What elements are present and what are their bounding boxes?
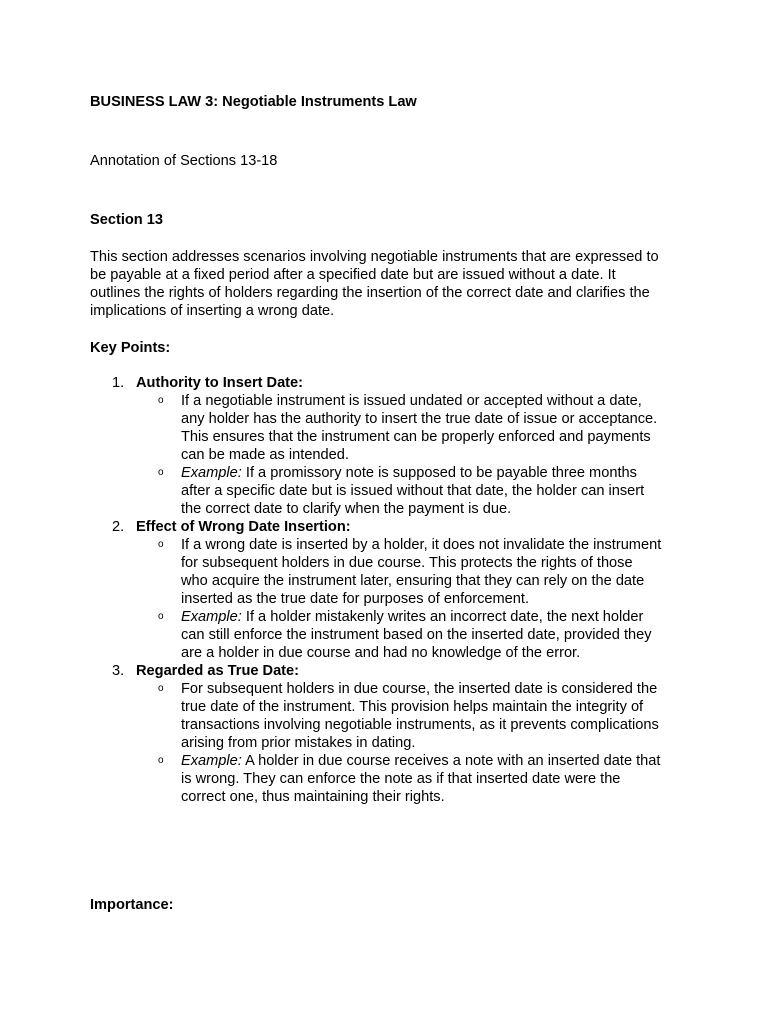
bullet-marker: o bbox=[158, 467, 164, 478]
bullet-marker: o bbox=[158, 395, 164, 406]
bullet-item bbox=[181, 680, 691, 752]
document-title: BUSINESS LAW 3: Negotiable Instruments Law bbox=[90, 94, 417, 110]
bullet-item bbox=[181, 392, 691, 464]
intro-paragraph bbox=[90, 248, 690, 320]
example-label: Example: bbox=[181, 609, 242, 625]
bullet-line: after a specific date but is issued without that date, the holder can insert bbox=[181, 483, 645, 499]
example-bullet-item bbox=[181, 608, 691, 662]
key-points-heading: Key Points: bbox=[90, 340, 171, 356]
bullet-item bbox=[181, 536, 691, 608]
bullet-line: transactions involving negotiable instruments, as it prevents complications bbox=[181, 717, 659, 733]
bullet-line: can be made as intended. bbox=[181, 447, 349, 463]
example-text: If a holder mistakenly writes an incorrect date, the next holder bbox=[241, 609, 644, 625]
point-number: 3. bbox=[112, 663, 125, 679]
point-number: 2. bbox=[112, 519, 125, 535]
bullet-line: correct one, thus maintaining their rights. bbox=[181, 789, 445, 805]
bullet-line bbox=[181, 608, 691, 626]
intro-line: outlines the rights of holders regarding the insertion of the correct date and clarifies the bbox=[90, 285, 650, 301]
bullet-marker: o bbox=[158, 539, 164, 550]
bullet-line: If a wrong date is inserted by a holder, it does not invalidate the instrument bbox=[181, 537, 662, 553]
document-subtitle: Annotation of Sections 13-18 bbox=[90, 153, 278, 169]
bullet-line: are a holder in due course and had no knowledge of the error. bbox=[181, 645, 581, 661]
bullet-line: This ensures that the instrument can be properly enforced and payments bbox=[181, 429, 651, 445]
bullet-line: can still enforce the instrument based on the inserted date, provided they bbox=[181, 627, 652, 643]
bullet-line: true date of the instrument. This provision helps maintain the integrity of bbox=[181, 699, 644, 715]
bullet-marker: o bbox=[158, 683, 164, 694]
bullet-line bbox=[181, 464, 691, 482]
point-title: Effect of Wrong Date Insertion: bbox=[136, 519, 351, 535]
example-text: A holder in due course receives a note with an inserted date that bbox=[241, 753, 661, 769]
intro-line: implications of inserting a wrong date. bbox=[90, 303, 335, 319]
example-label: Example: bbox=[181, 465, 242, 481]
section-heading: Section 13 bbox=[90, 212, 163, 228]
bullet-line bbox=[181, 752, 691, 770]
bullet-line: who acquire the instrument later, ensuring that they can rely on the date bbox=[181, 573, 645, 589]
bullet-line: is wrong. They can enforce the note as if that inserted date were the bbox=[181, 771, 621, 787]
bullet-line: If a negotiable instrument is issued undated or accepted without a date, bbox=[181, 393, 642, 409]
example-bullet-item bbox=[181, 752, 691, 806]
example-label: Example: bbox=[181, 753, 242, 769]
intro-line: be payable at a fixed period after a specified date but are issued without a date. It bbox=[90, 267, 616, 283]
bullet-line: For subsequent holders in due course, the inserted date is considered the bbox=[181, 681, 658, 697]
point-number: 1. bbox=[112, 375, 125, 391]
point-title: Authority to Insert Date: bbox=[136, 375, 304, 391]
bullet-line: any holder has the authority to insert the true date of issue or acceptance. bbox=[181, 411, 658, 427]
bullet-line: for subsequent holders in due course. This protects the rights of those bbox=[181, 555, 633, 571]
bullet-line: inserted as the true date for purposes of enforcement. bbox=[181, 591, 530, 607]
example-text: If a promissory note is supposed to be payable three months bbox=[241, 465, 637, 481]
intro-line: This section addresses scenarios involving negotiable instruments that are expressed to bbox=[90, 249, 659, 265]
importance-heading: Importance: bbox=[90, 897, 174, 913]
bullet-line: the correct date to clarify when the payment is due. bbox=[181, 501, 512, 517]
bullet-marker: o bbox=[158, 755, 164, 766]
point-title: Regarded as True Date: bbox=[136, 663, 300, 679]
bullet-line: arising from prior mistakes in dating. bbox=[181, 735, 416, 751]
example-bullet-item bbox=[181, 464, 691, 518]
bullet-marker: o bbox=[158, 611, 164, 622]
